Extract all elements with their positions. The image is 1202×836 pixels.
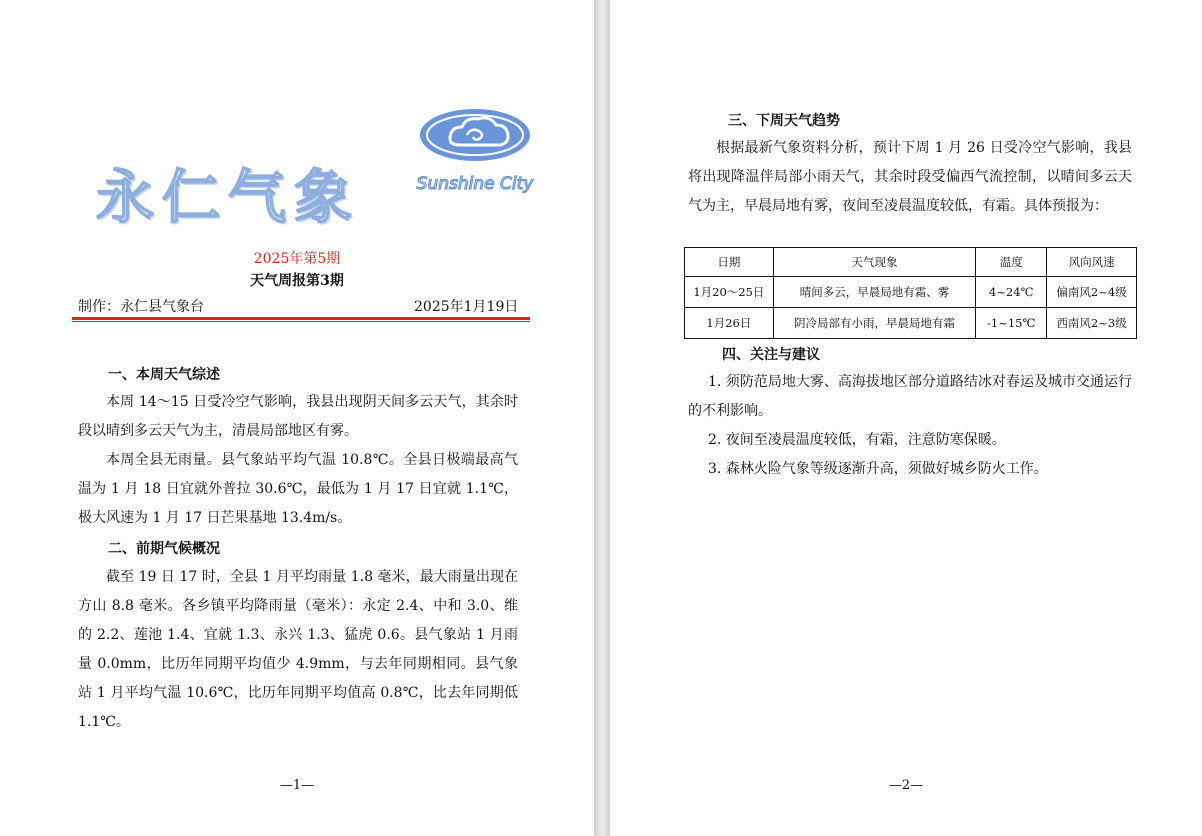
red-divider-thin — [72, 321, 530, 322]
section2-body — [78, 563, 518, 737]
table-cell: 4~24℃ — [976, 277, 1047, 308]
table-cell: 晴间多云，早晨局地有霜、雾 — [773, 277, 975, 308]
column-header: 风向风速 — [1047, 248, 1137, 277]
table-cell: 1月26日 — [685, 308, 774, 339]
list-item: 3. 森林火险气象等级逐渐升高，须做好城乡防火工作。 — [708, 461, 1048, 477]
section4-body — [688, 368, 1132, 484]
masthead-title: 永仁气象 — [96, 163, 361, 231]
table-header-row — [685, 248, 1137, 277]
maker-label: 制作：永仁县气象台 — [78, 299, 204, 315]
paragraph: 本周 14～15 日受冷空气影响，我县出现阴天间多云天气，其余时段以晴到多云天气为主，清晨局部地区有雾。 — [78, 394, 518, 439]
page-gutter — [594, 0, 610, 836]
report-date: 2025年1月19日 — [414, 299, 519, 315]
sunshine-city-logo-icon — [415, 105, 540, 200]
issue-number: 2025年第5期 — [253, 251, 341, 267]
section4-heading: 四、关注与建议 — [722, 347, 820, 363]
table-cell: 1月20～25日 — [685, 277, 774, 308]
report-subtitle: 天气周报第3期 — [250, 273, 344, 289]
section1-heading: 一、本周天气综述 — [108, 367, 220, 383]
list-item: 1. 须防范局地大雾、高海拔地区部分道路结冰对春运及城市交通运行的不利影响。 — [688, 374, 1132, 419]
paragraph: 本周全县无雨量。县气象站平均气温 10.8℃。全县日极端最高气温为 1 月 18 日宜就外普拉 30.6℃，最低为 1 月 17 日宜就 1.1℃，极大风速为 1 月 17 日芒果基地 13.4m/s。 — [78, 452, 518, 526]
table-cell: 偏南风2~4级 — [1047, 277, 1137, 308]
document-page-1 — [0, 0, 594, 836]
section1-body — [78, 388, 518, 533]
column-header: 温度 — [976, 248, 1047, 277]
paragraph: 截至 19 日 17 时，全县 1 月平均雨量 1.8 毫米，最大雨量出现在方山 8.8 毫米。各乡镇平均降雨量（毫米）：永定 2.4、中和 3.0、维的 2.2、莲池 1.4、宜就 1.3、永兴 1.3、猛虎 0.6。县气象站 1 月雨量 0.0mm，比历年同期平均值少 4.9mm，与去年同期相同。县气象站 1 月平均气温 10.6℃，比历年同期平均值高 0.8℃，比去年同期低 1.1℃。 — [78, 569, 518, 730]
page-number: —1— — [279, 778, 315, 793]
table-cell: 阴冷局部有小雨，早晨局地有霜 — [773, 308, 975, 339]
table-cell: 西南风2~3级 — [1047, 308, 1137, 339]
logo-text: Sunshine City — [416, 174, 534, 194]
table-row — [685, 308, 1137, 339]
paragraph: 根据最新气象资料分析，预计下周 1 月 26 日受冷空气影响，我县将出现降温伴局部小雨天气，其余时段受偏西气流控制，以晴间多云天气为主，早晨局地有雾，夜间至凌晨温度较低，有霜。具体预报为： — [688, 140, 1132, 214]
list-item: 2. 夜间至凌晨温度较低，有霜，注意防寒保暖。 — [708, 432, 1006, 448]
column-header: 天气现象 — [773, 248, 975, 277]
forecast-table — [684, 247, 1137, 339]
table-row — [685, 277, 1137, 308]
red-divider — [72, 317, 530, 320]
section2-heading: 二、前期气候概况 — [108, 541, 220, 557]
section3-body — [688, 134, 1132, 221]
page-number: —2— — [888, 778, 924, 793]
table-cell: -1~15℃ — [976, 308, 1047, 339]
section3-heading: 三、下周天气趋势 — [728, 113, 840, 129]
column-header: 日期 — [685, 248, 774, 277]
